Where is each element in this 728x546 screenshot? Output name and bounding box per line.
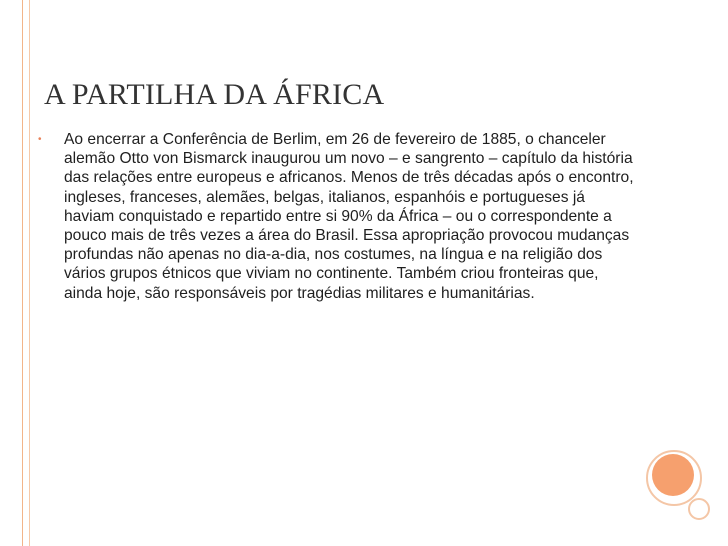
bullet-item [38, 130, 638, 303]
decorative-circle-small [688, 498, 710, 520]
slide-body [38, 130, 638, 303]
left-border-line-inner [29, 0, 30, 546]
bullet-icon: • [38, 134, 42, 145]
bullet-text: Ao encerrar a Conferência de Berlim, em 26 de fevereiro de 1885, o chanceler alemão Otto von Bismarck inaugurou um novo – e sangrento – capítulo da história das relações entre europeus e africanos. Menos de três décadas após o encontro, ingleses, franceses, alemães, belgas, italianos, espanhóis e portugueses já haviam conquistado e repartido entre si 90% da África – ou o correspondente a pouco mais de três vezes a área do Brasil. Essa apropriação provocou mudanças profundas não apenas no dia-a-dia, nos costumes, na língua e na religião dos vários grupos étnicos que viviam no continente. Também criou fronteiras que, ainda hoje, são responsáveis por tragédias militares e humanitárias. [64, 131, 634, 302]
decorative-circle-filled [652, 454, 694, 496]
left-border-line [22, 0, 23, 546]
slide-title: A PARTILHA DA ÁFRICA [44, 78, 385, 111]
